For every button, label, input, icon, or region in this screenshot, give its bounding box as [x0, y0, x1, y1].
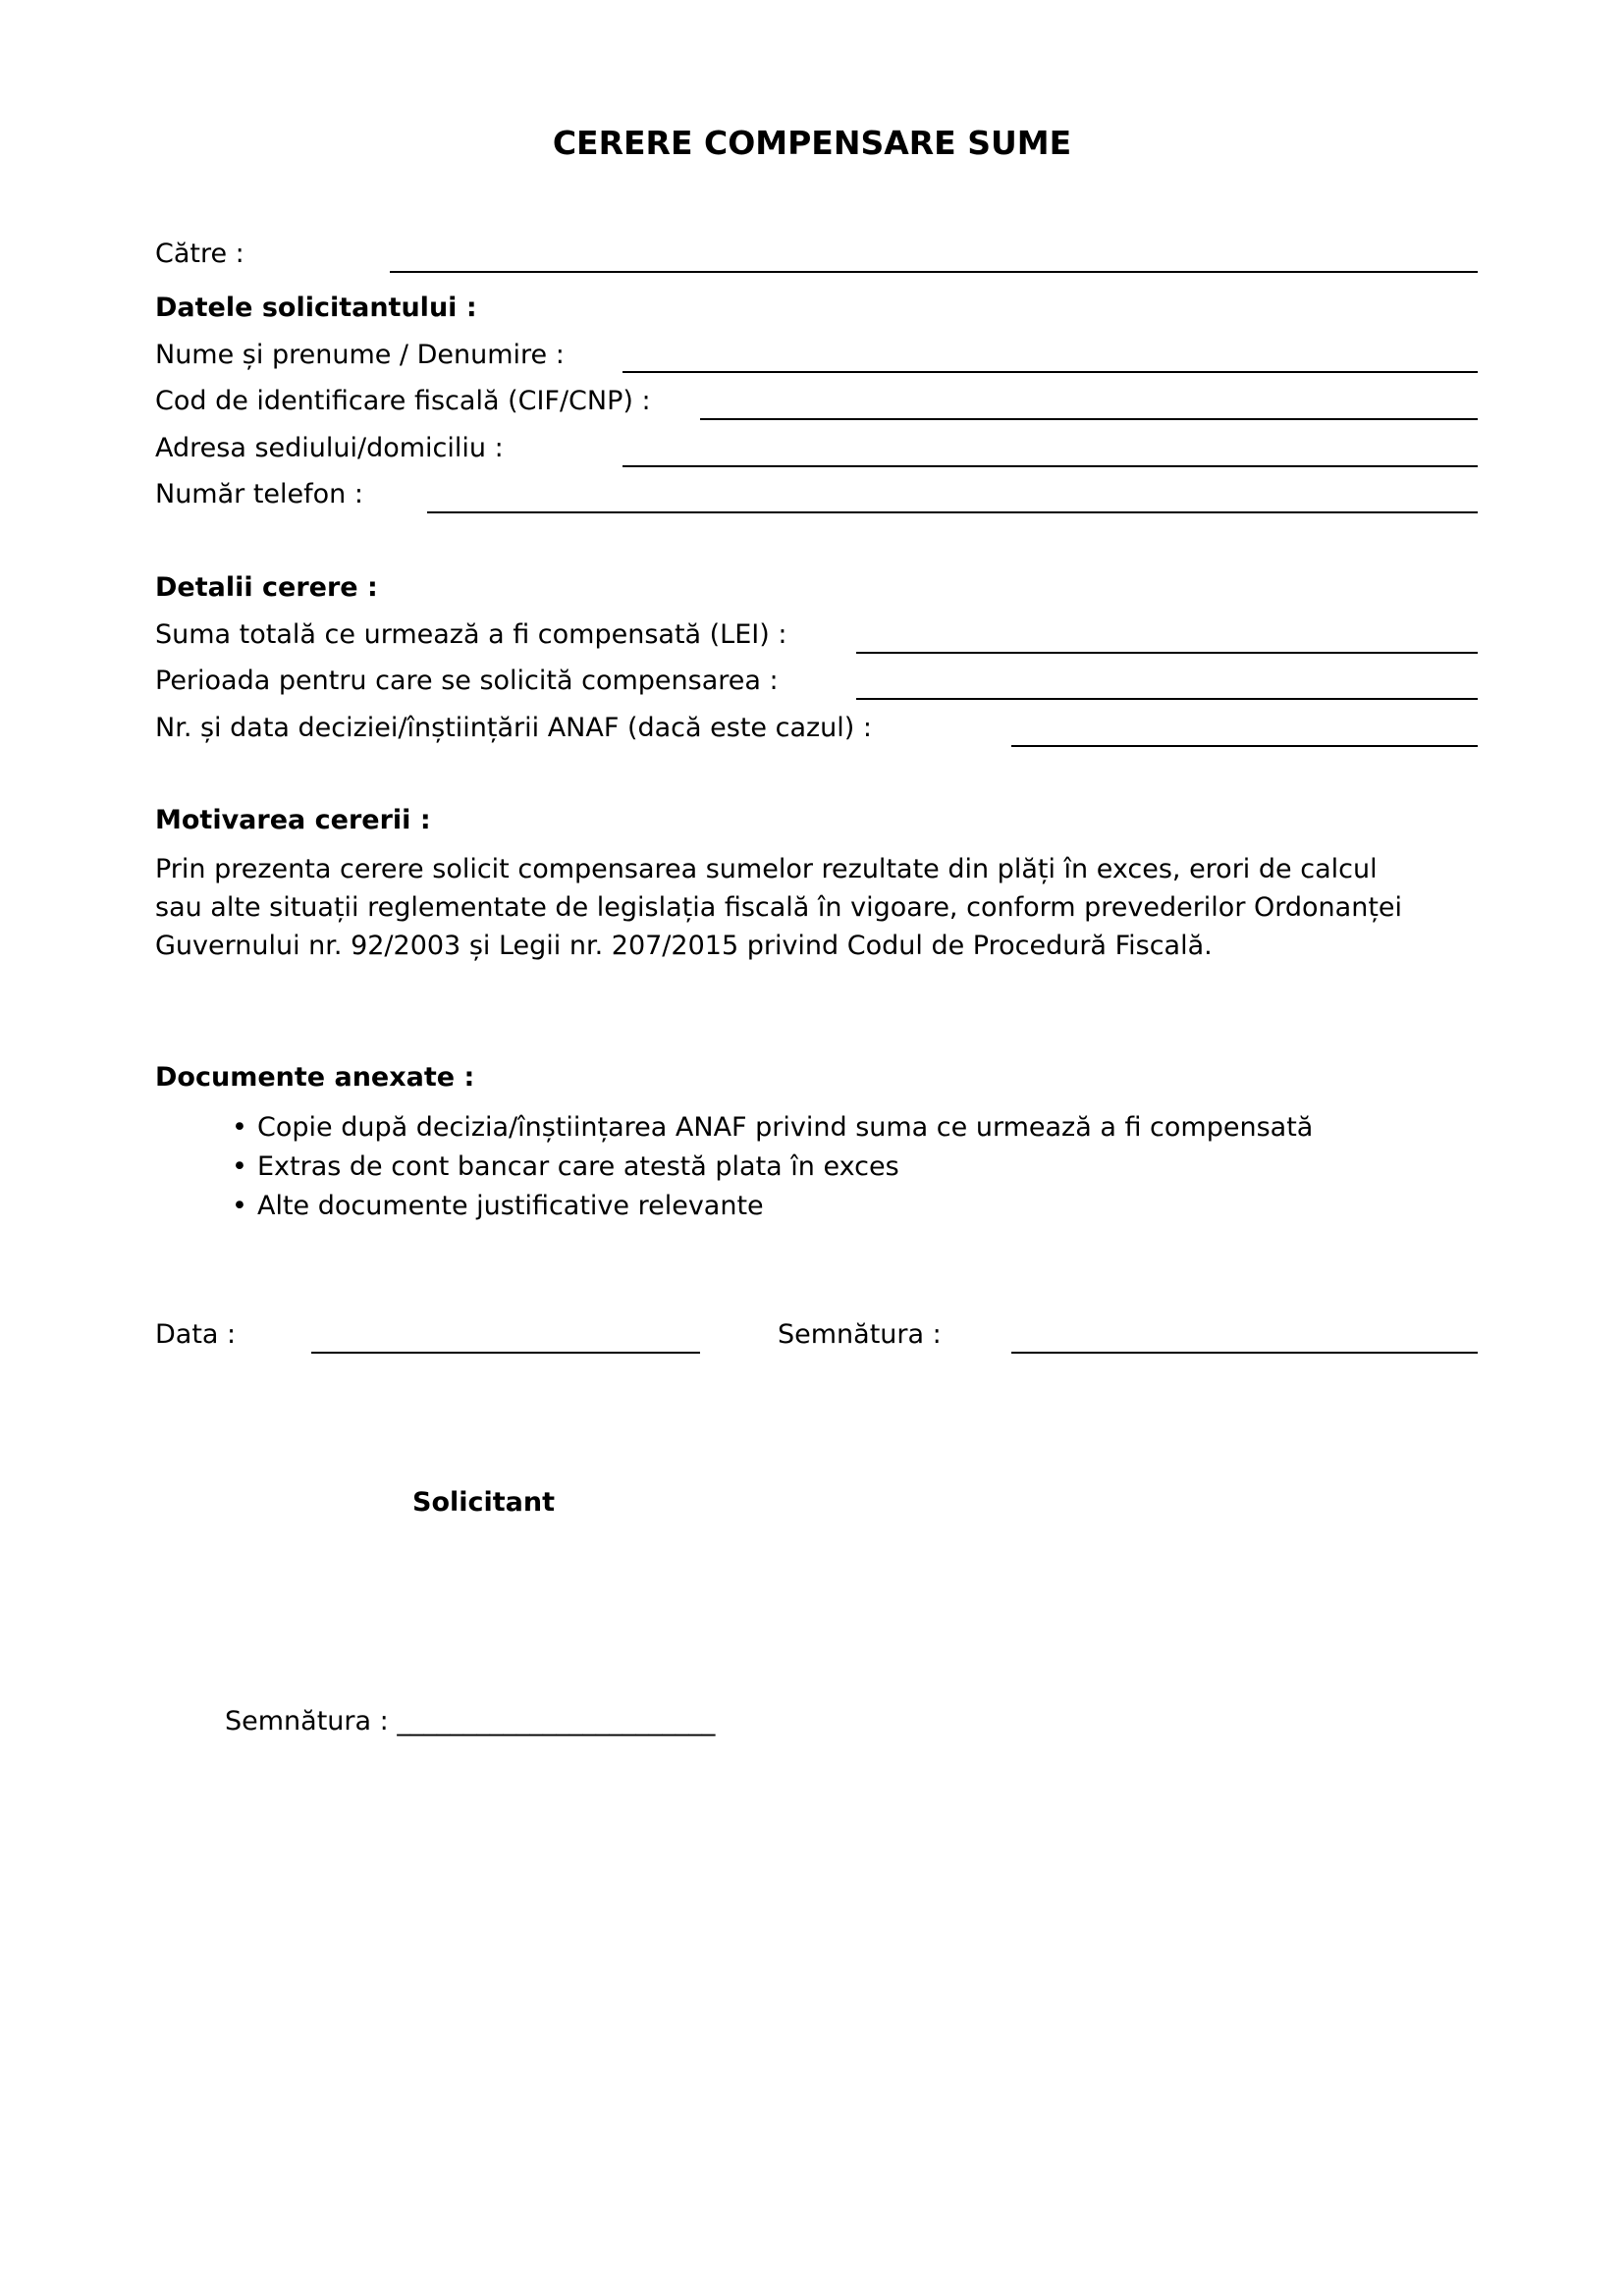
attachment-text: Copie după decizia/înștiințarea ANAF privind suma ce urmează a fi compensată — [257, 1112, 1314, 1143]
decision-field-line[interactable] — [1011, 745, 1478, 747]
applicant-label: Solicitant — [412, 1487, 556, 1518]
name-label: Nume și prenume / Denumire : — [155, 340, 565, 370]
list-item — [232, 1108, 1313, 1148]
bullet-icon: • — [232, 1151, 247, 1182]
bullet-icon: • — [232, 1112, 247, 1143]
period-label: Perioada pentru care se solicită compensarea : — [155, 666, 779, 696]
applicant-signature-field[interactable]: Semnătura : ________________________ — [225, 1706, 716, 1736]
attachment-text: Extras de cont bancar care atestă plata în exces — [257, 1151, 899, 1182]
request-heading: Detalii cerere : — [155, 572, 378, 603]
cif-field-line[interactable] — [700, 418, 1478, 420]
attachment-text: Alte documente justificative relevante — [257, 1191, 764, 1221]
to-label: Către : — [155, 239, 244, 269]
motivation-paragraph — [155, 850, 1530, 965]
list-item — [232, 1148, 1313, 1187]
date-label: Data : — [155, 1319, 237, 1350]
motivation-line: Prin prezenta cerere solicit compensarea sumelor rezultate din plăți în exces, erori de calcul — [155, 854, 1378, 884]
attachments-list — [232, 1108, 1313, 1226]
applicant-heading: Datele solicitantului : — [155, 293, 477, 323]
phone-label: Număr telefon : — [155, 479, 363, 509]
period-field-line[interactable] — [856, 698, 1478, 700]
date-field-line[interactable] — [311, 1352, 700, 1354]
motivation-line: Guvernului nr. 92/2003 și Legii nr. 207/2015 privind Codul de Procedură Fiscală. — [155, 931, 1213, 961]
document-title: CERERE COMPENSARE SUME — [552, 124, 1072, 162]
address-label: Adresa sediului/domiciliu : — [155, 433, 504, 463]
motivation-line: sau alte situații reglementate de legislația fiscală în vigoare, conform prevederilor Ordonanței — [155, 892, 1403, 923]
amount-label: Suma totală ce urmează a fi compensată (LEI) : — [155, 619, 787, 650]
amount-field-line[interactable] — [856, 652, 1478, 654]
motivation-heading: Motivarea cererii : — [155, 805, 431, 835]
signature-label: Semnătura : — [778, 1319, 942, 1350]
to-field-line[interactable] — [390, 271, 1478, 273]
phone-field-line[interactable] — [427, 511, 1478, 513]
decision-label: Nr. și data deciziei/înștiințării ANAF (dacă este cazul) : — [155, 713, 873, 743]
name-field-line[interactable] — [623, 371, 1478, 373]
list-item — [232, 1187, 1313, 1226]
address-field-line[interactable] — [623, 465, 1478, 467]
signature-field-line[interactable] — [1011, 1352, 1478, 1354]
bullet-icon: • — [232, 1191, 247, 1221]
cif-label: Cod de identificare fiscală (CIF/CNP) : — [155, 386, 651, 416]
attachments-heading: Documente anexate : — [155, 1062, 475, 1093]
